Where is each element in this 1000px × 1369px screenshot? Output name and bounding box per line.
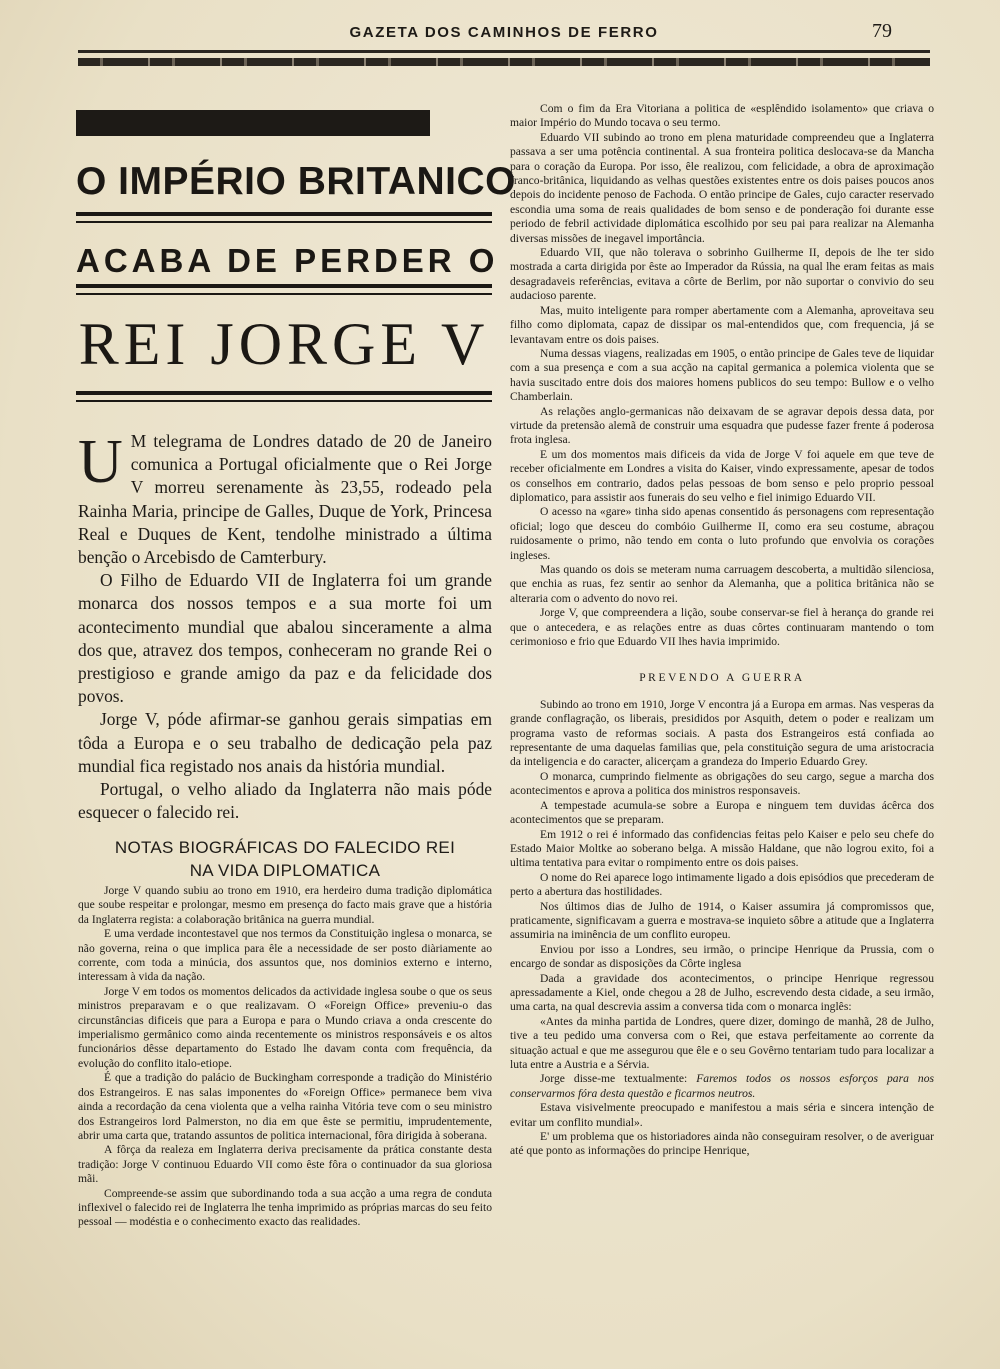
headline-black-bar [76,110,430,136]
headline-line-2: ACABA DE PERDER O [76,242,499,279]
headline-rule [76,391,492,395]
body-paragraph: Com o fim da Era Vitoriana a politica de «esplêndido isolamento» que criava o maior Império do Mundo tocava o seu termo. [510,102,934,130]
italic-quote: Faremos todos os nossos esforços para nos conservarmos fóra desta questão e ficarmos neutros. [510,1072,934,1100]
lede-paragraph: Portugal, o velho aliado da Inglaterra não mais póde esquecer o falecido rei. [78,779,492,823]
body-paragraph: E um dos momentos mais dificeis da vida de Jorge V foi aquele em que teve de receber oficialmente em Londres a visita do Kaiser, vindo expressamente, apesar de todos os conselhos em contrario, dados pelas pessoas de bom senso e pelo proprio pessoal diplomatico, para assistir aos funerais do seu velho e fiel inimigo Eduardo VII. [510,447,934,504]
body-paragraph: Jorge V, que compreendera a lição, soube conservar-se fiel à herança do grande rei que o antecedera, e as relações entre as duas côrtes continuaram mantendo o tom cerimonioso e frio que Eduardo VII lhes havia imprimido. [510,606,934,649]
drop-cap: U [78,428,123,496]
body-paragraph: O acesso na «gare» tinha sido apenas consentido ás personagens com representação oficial; logo que desceu do combóio Guilherme II, como era seu costume, abraçou ruidosamente o primo, não tendo em conta o luto profundo que envolvia os corações ingleses. [510,505,934,562]
body-paragraph: A tempestade acumula-se sobre a Europa e ninguem tem duvidas ácêrca dos acontecimentos que se preparam. [510,798,934,827]
headline-rule [76,284,492,288]
headline-rule [76,400,492,402]
headline-rule [76,221,492,223]
body-paragraph: Eduardo VII subindo ao trono em plena maturidade compreendeu que a Inglaterra passava a ser uma potência continental. A sua fronteira politica deslocava-se da Mancha para o coração da Europa. Por isso, êle realizou, com felicidade, a obra de aproximação franco-britânica, liquidando as velhas questões existentes entre os dois paises poucos anos depois do incidente penoso de Fachoda. O então principe de Gales, cujo caracter reservado escondia uma soma de reais qualidades de bom senso e de ponderação foi durante esse periodo de febril actividade diplomática escolhido por seu pai para realizar na Alemanha diversas missões de inegavel importância. [510,130,934,245]
header-rule [78,50,930,53]
lede-text [78,430,492,824]
body-paragraph: O nome do Rei aparece logo intimamente ligado a dois episódios que precederam de perto a abertura das hostilidades. [510,870,934,899]
headline-line-3: REI JORGE V [78,311,490,377]
body-paragraph: Estava visivelmente preocupado e manifestou a mais séria e sincera intenção de evitar um conflito mundial». [510,1101,934,1129]
left-body-text [78,884,492,1230]
body-paragraph: Jorge V em todos os momentos delicados da actividade inglesa soube o que os seus ministros preparavam e o que realizavam. O «Foreign Office» preveniu-o das circunstâncias dificeis que para a Europa e para o Mundo criava a onda crescente do imperialismo germânico como ainda recentemente os ministros responsáveis e os altos funcionários dêsse departamento do Estado lhe davam conta com frequência, da evolução do conflito italo-etiope. [78,984,492,1070]
body-paragraph: É que a tradição do palácio de Buckingham corresponde a tradição do Ministério dos Estrangeiros. E nas salas imponentes do «Foreign Office» permanece bem viva ainda a recordação da cena violenta que a velha rainha Vitória teve com o seu ministro dos Estrangeiros lord Palmerston, no dia em que êste se permitiu, imprudentemente, abrir uma carta que, tratando assuntos de politica internacional, fôra dirigida à soberana. [78,1071,492,1142]
subheading: NOTAS BIOGRÁFICAS DO FALECIDO REI NA VIDA DIPLOMATICA [114,838,456,880]
body-paragraph: A fôrça da realeza em Inglaterra deriva precisamente da prática constante desta tradição: Jorge V continuou Eduardo VII como êste fôra o continuador da sua gloriosa mãi. [78,1143,492,1186]
running-head [78,18,930,44]
body-paragraph: Dada a gravidade dos acontecimentos, o principe Henrique regressou apressadamente a Kiel, onde chegou a 28 de Julho, escrevendo desta cidade, a seu irmão, uma carta, na qual descrevia assim a conversa tida com o monarca inglês: [510,971,934,1014]
body-paragraph: E uma verdade incontestavel que nos termos da Constituição inglesa o monarca, se não governa, reina o que implica para êle a necessidade de ser posto diàriamente ao corrente, com toda a minúcia, dos assuntos que, nos dominios externo e interno, interessam à vida da nação. [78,927,492,984]
headline-rule [76,212,492,216]
header-ornament-rule [78,58,930,66]
section-heading: PREVENDO A GUERRA [639,672,805,685]
publication-title: GAZETA DOS CAMINHOS DE FERRO [349,24,659,41]
lede-paragraph: U M telegrama de Londres datado de 20 de Janeiro comunica a Portugal oficialmente que o Rei Jorge V morreu serenamente às 23,55, rodeado pela Rainha Maria, principe de Galles, Duque de York, Princesa Real e Duques de Kent, tendolhe ministrado a última benção o Arcebisdo de Camterbury. [78,428,492,568]
body-paragraph: Jorge V quando subiu ao trono em 1910, era herdeiro duma tradição diplomática que soube respeitar e prolongar, mesmo em presença do facto mais grave que a história da Inglaterra regista: a colaboração britânica na guerra mundial. [78,884,492,926]
body-paragraph: Nos últimos dias de Julho de 1914, o Kaiser assumira já compromissos que, praticamente, significavam a guerra e mostrava-se inquieto sôbre a atitude que a Inglaterra assumiria na iminência de um conflito europeu. [510,899,934,942]
body-paragraph: Mas, muito inteligente para romper abertamente com a Alemanha, aproveitava seu filho como diplomata, capaz de dissipar os mal-entendidos que, com frequencia, já se levantavam entre os dois paises. [510,303,934,346]
headline-line-1: O IMPÉRIO BRITANICO [76,160,516,203]
body-paragraph: E' um problema que os historiadores ainda não conseguiram resolver, o de averiguar até que ponto as informações do principe Henrique, [510,1130,934,1158]
body-paragraph: Compreende-se assim que subordinando toda a sua acção a uma regra de conduta inflexivel o falecido rei de Inglaterra lhe tenha imprimido as próprias marcas do seu feito pessoal — modéstia e o conhecimento exacto das realidades. [78,1186,492,1229]
headline-rule [76,293,492,295]
lede-paragraph: O Filho de Eduardo VII de Inglaterra foi um grande monarca dos nossos tempos e a sua morte foi um acontecimento mundial que abalou sinceramente a alma dos que, atravez dos tempos, conheceram no grande Rei o prestigioso e grande amigo da paz e da felicidade dos povos. [78,570,492,707]
body-paragraph: Mas quando os dois se meteram numa carruagem descoberta, a multidão silenciosa, que enchia as ruas, fez sentir ao senhor da Alemanha, que a politica britânica não se alteraria com o advento do novo rei. [510,563,934,605]
body-paragraph: O monarca, cumprindo fielmente as obrigações do seu cargo, segue a marcha dos acontecimentos e aprova a politica dos ministros responsaveis. [510,769,934,798]
body-paragraph: Numa dessas viagens, realizadas em 1905, o então principe de Gales teve de liquidar com a sua presença e com a sua acção na capital germanica a polemica violenta que se havia suscitado entre dois dos maiores homens publicos do seu tempo: Bullow e o velho Chamberlain. [510,346,934,404]
body-paragraph: Em 1912 o rei é informado das confidencias feitas pelo Kaiser e pelo seu chefe do Estado Maior Moltke ao soberano belga. A missão Haldane, que não logrou exito, foi a ultima tentativa para evitar o rompimento entre os dois paises. [510,827,934,870]
body-paragraph: Eduardo VII, que não tolerava o sobrinho Guilherme II, depois de lhe ter sido mostrada a carta dirigida por êste ao Imperador da Rússia, na qual lhe eram feitas as mais desagradaveis referências, evitava a côrte de Berlim, por não suportar o convivio do seu audacioso parente. [510,246,934,303]
lede-paragraph: Jorge V, póde afirmar-se ganhou gerais simpatias em tôda a Europa e o seu trabalho de dedicação pela paz mundial fica registado nos anais da história mundial. [78,709,492,776]
page-number: 79 [872,20,892,42]
body-paragraph: «Antes da minha partida de Londres, quere dizer, domingo de manhã, 28 de Julho, tive a teu pedido uma conversa com o Rei, que estava perfeitamente ao corrente da situação actual e que me assegurou que êle e o seu Govêrno tentariam tudo para localizar a luta entre a Austria e a Sérvia. [510,1014,934,1071]
quote-paragraph: Jorge disse-me textualmente: Faremos todos os nossos esforços para nos conservarmos fóra desta questão e ficarmos neutros. [510,1072,934,1100]
right-column [510,102,934,1159]
body-paragraph: Subindo ao trono em 1910, Jorge V encontra já a Europa em armas. Nas vesperas da grande conflagração, os liberais, presididos por Asquith, detem o poder e realizam um programa vasto de reformas sociais. A pasta dos Estrangeiros está confiada ao representante de uma daquelas familias que, pela constituição segura de uma aristocracia da inteligencia e do caracter, alicerçam a grandeza do Imperio Eduardo Grey. [510,697,934,769]
body-paragraph: As relações anglo-germanicas não deixavam de se agravar depois dessa data, por virtude da pretensão alemã de construir uma esquadra que pudesse fazer frente á poderosa frota inglesa. [510,404,934,447]
body-paragraph: Enviou por isso a Londres, seu irmão, o principe Henrique da Prussia, com o encargo de sondar as disposições da Côrte inglesa [510,942,934,971]
